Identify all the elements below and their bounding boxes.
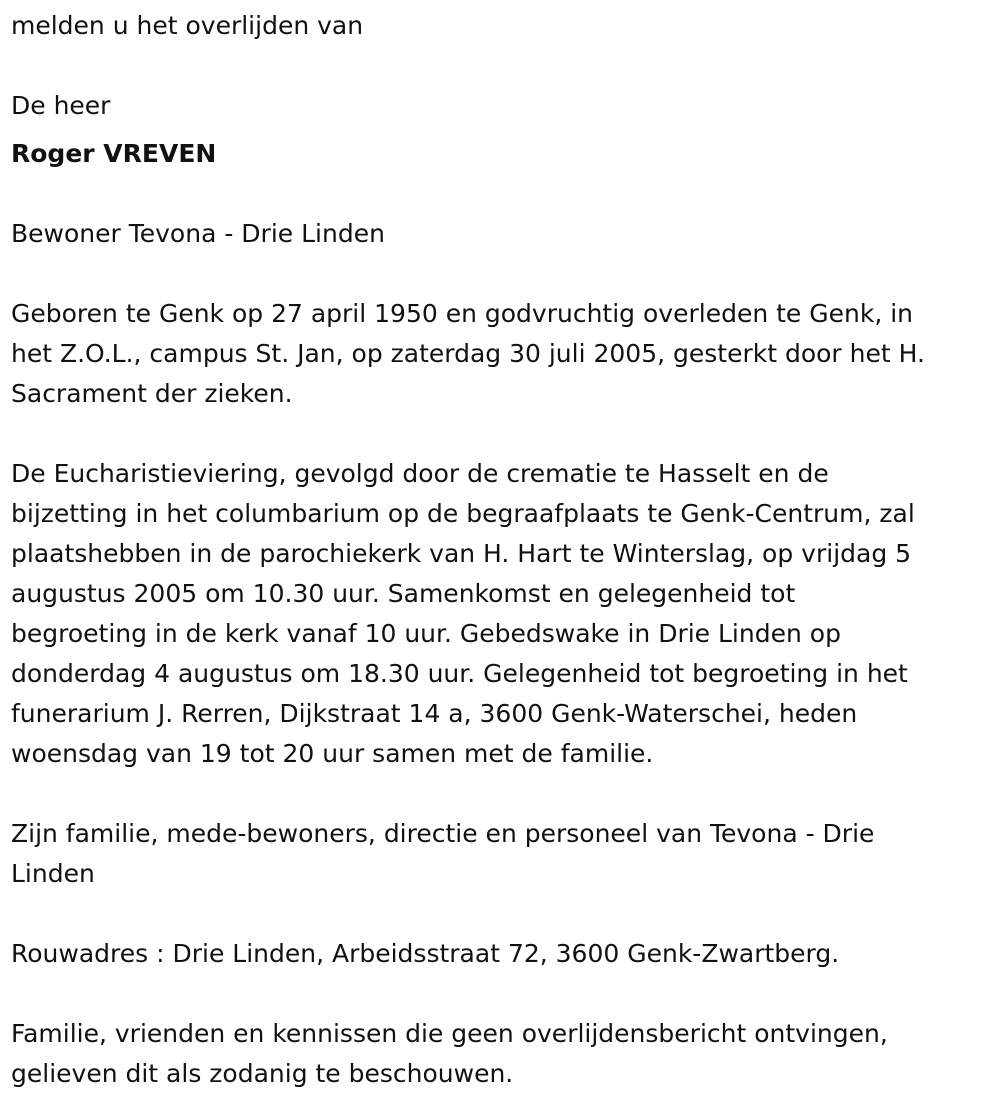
ceremony-line: De Eucharistieviering, gevolgd door de crematie te Hasselt en de	[11, 459, 829, 488]
family-line: Zijn familie, mede-bewoners, directie en personeel van Tevona - Drie	[11, 819, 875, 848]
deceased-name: Roger VREVEN	[11, 139, 217, 168]
mourning-address: Rouwadres : Drie Linden, Arbeidsstraat 72, 3600 Genk-Zwartberg.	[11, 939, 840, 968]
ceremony-line: woensdag van 19 tot 20 uur samen met de familie.	[11, 739, 654, 768]
ceremony-line: bijzetting in het columbarium op de begraafplaats te Genk-Centrum, zal	[11, 499, 915, 528]
notice-line: Familie, vrienden en kennissen die geen overlijdensbericht ontvingen,	[11, 1019, 888, 1048]
ceremony-line: plaatshebben in de parochiekerk van H. Hart te Winterslag, op vrijdag 5	[11, 539, 912, 568]
salutation: De heer	[11, 91, 111, 120]
family-line: Linden	[11, 859, 95, 888]
ceremony-line: augustus 2005 om 10.30 uur. Samenkomst en gelegenheid tot	[11, 579, 796, 608]
notice-line: gelieven dit als zodanig te beschouwen.	[11, 1059, 514, 1088]
residence-text: Bewoner Tevona - Drie Linden	[11, 219, 385, 248]
ceremony-line: donderdag 4 augustus om 18.30 uur. Gelegenheid tot begroeting in het	[11, 659, 908, 688]
birth-death-line: Sacrament der zieken.	[11, 379, 293, 408]
birth-death-line: Geboren te Genk op 27 april 1950 en godvruchtig overleden te Genk, in	[11, 299, 914, 328]
birth-death-line: het Z.O.L., campus St. Jan, op zaterdag 30 juli 2005, gesterkt door het H.	[11, 339, 925, 368]
ceremony-line: funerarium J. Rerren, Dijkstraat 14 a, 3600 Genk-Waterschei, heden	[11, 699, 858, 728]
ceremony-line: begroeting in de kerk vanaf 10 uur. Gebedswake in Drie Linden op	[11, 619, 841, 648]
intro-text: melden u het overlijden van	[11, 11, 364, 40]
